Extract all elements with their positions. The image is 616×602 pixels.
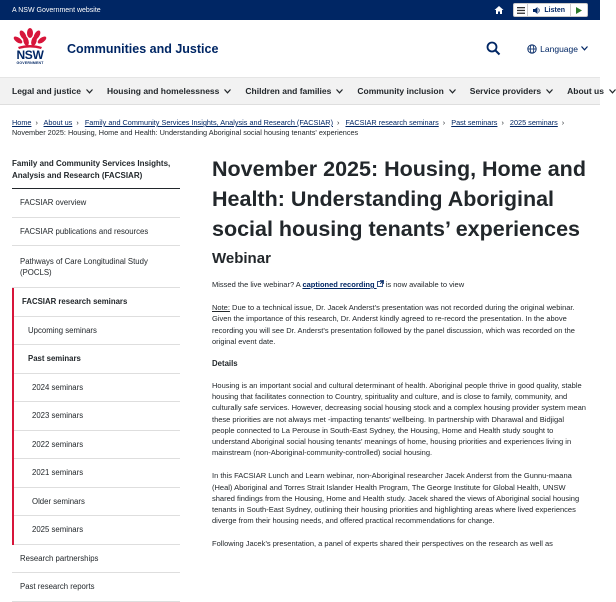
menu-icon[interactable] — [514, 4, 528, 16]
nav-label: Service providers — [469, 86, 542, 96]
recording-text-pre: Missed the live webinar? A — [212, 280, 303, 289]
technical-note — [212, 302, 588, 347]
breadcrumb-research-seminars[interactable]: FACSIAR research seminars — [345, 118, 439, 127]
site-title[interactable]: Communities and Justice — [67, 41, 219, 56]
sidenav-item-2022-seminars[interactable]: 2022 seminars — [14, 431, 180, 460]
chevron-down-icon — [336, 89, 343, 94]
language-label: Language — [540, 43, 578, 54]
chevron-right-icon: › — [35, 118, 38, 127]
breadcrumb — [0, 105, 600, 138]
chevron-down-icon — [224, 89, 231, 94]
sidenav-item-facsiar-overview[interactable]: FACSIAR overview — [12, 189, 180, 218]
masthead-text: A NSW Government website — [12, 6, 101, 14]
chevron-down-icon — [609, 89, 616, 94]
chevron-down-icon — [449, 89, 456, 94]
nav-label: About us — [567, 86, 604, 96]
note-text: Due to a technical issue, Dr. Jacek Anderst’s presentation was not recorded during the original webinar. Given the importance of this research, Dr. Anderst kindly agreed to re-record the presentation. In the above recording you will see Dr. Anderst’s presentation followed by the panel discussion, which was recorded on the original event date. — [212, 303, 575, 346]
search-icon[interactable] — [485, 41, 501, 57]
masthead — [0, 0, 600, 20]
breadcrumb-home[interactable]: Home — [12, 118, 32, 127]
captioned-recording-link[interactable] — [302, 280, 383, 289]
sidenav-item-past-research-reports[interactable]: Past research reports — [12, 573, 180, 602]
waratah-icon — [13, 28, 47, 50]
page-title: November 2025: Housing, Home and Health: Understanding Aboriginal social housing tenants’ experiences — [212, 157, 586, 241]
nav-service-providers[interactable] — [470, 86, 553, 96]
chevron-down-icon — [546, 89, 553, 94]
sidenav-item-2025-seminars[interactable]: 2025 seminars — [14, 516, 180, 545]
sidenav-item-2024-seminars[interactable]: 2024 seminars — [14, 374, 180, 403]
nav-about-us[interactable] — [567, 86, 616, 96]
nav-label: Housing and homelessness — [106, 86, 220, 96]
paragraph-2: In this FACSIAR Lunch and Learn webinar, non-Aboriginal researcher Jacek Anderst from the Gunnu-maana (Heal) Aboriginal and Torres Strait Islander Health Program, The George Institute for Global Health, UNSW shared findings from the Housing, Home and Health study. Jacek shared the views of Aboriginal social housing tenants in South-East Sydney, outlining their housing priorities and highlighting areas where lived experiences diverge from their housing needs, and offered practical recommendations for change. — [212, 471, 580, 526]
nav-label: Community inclusion — [357, 86, 444, 96]
home-icon[interactable] — [493, 4, 505, 16]
nav-children-and-families[interactable] — [245, 86, 343, 96]
link-label: captioned recording — [302, 280, 375, 289]
main-content — [212, 158, 588, 602]
details-heading: Details — [212, 359, 238, 369]
nav-housing-and-homelessness[interactable] — [107, 86, 231, 96]
content-area — [0, 158, 600, 602]
chevron-right-icon: › — [501, 118, 504, 127]
sidenav-item-publications[interactable]: FACSIAR publications and resources — [12, 218, 180, 247]
nsw-logo[interactable] — [12, 28, 48, 70]
readspeaker-widget — [513, 3, 588, 17]
chevron-down-icon — [581, 46, 588, 51]
main-navigation — [0, 78, 604, 105]
paragraph-3: Following Jacek’s presentation, a panel of experts shared their perspectives on the research as well as — [212, 539, 553, 549]
masthead-tools — [493, 3, 588, 17]
sidenav-item-past-seminars[interactable]: Past seminars — [14, 345, 180, 374]
sidenav-item-2021-seminars[interactable]: 2021 seminars — [14, 459, 180, 488]
sidenav-heading[interactable]: Family and Community Services Insights, Analysis and Research (FACSIAR) — [12, 158, 180, 189]
speaker-icon — [533, 7, 541, 14]
sidenav-item-2023-seminars[interactable]: 2023 seminars — [14, 402, 180, 431]
sidenav-item-upcoming-seminars[interactable]: Upcoming seminars — [14, 317, 180, 346]
paragraph-1: Housing is an important social and cultural determinant of health. Aboriginal people thrive in good quality, stable housing that facilitates connection to Country, spirituality and culture, and is close to family, community, and culturally safe services. However, decreasing social housing stock and a complex housing provider system mean these priorities are not always met -impacting tenants’ wellbeing. In partnership with Dharawal and Bidjigal people connected to La Perouse in South-East Sydney, the Housing, Home and Health study sought to understand Aboriginal social housing tenants’ meanings of home, housing priorities and experiences living in mainstream (non-Aboriginal-community-controlled) social housing. — [212, 381, 586, 458]
recording-text-post: is now available to view — [383, 280, 465, 289]
language-selector[interactable] — [527, 44, 588, 54]
logo-text: NSW — [16, 47, 44, 62]
nav-label: Legal and justice — [12, 86, 81, 96]
nav-label: Children and families — [245, 86, 332, 96]
logo-subtext: GOVERNMENT — [16, 60, 44, 65]
breadcrumb-facsiar[interactable]: Family and Community Services Insights, Analysis and Research (FACSIAR) — [84, 118, 333, 127]
sidenav-item-research-seminars[interactable]: FACSIAR research seminars — [14, 288, 180, 317]
sidenav-item-older-seminars[interactable]: Older seminars — [14, 488, 180, 517]
breadcrumb-2025-seminars[interactable]: 2025 seminars — [509, 118, 558, 127]
listen-button[interactable] — [528, 4, 571, 16]
site-header — [0, 20, 600, 78]
sidenav-group-research-seminars — [12, 288, 180, 545]
chevron-right-icon: › — [561, 118, 565, 127]
chevron-right-icon: › — [76, 118, 79, 127]
external-link-icon — [377, 280, 384, 287]
sidenav-item-pocls[interactable]: Pathways of Care Longitudinal Study (POCLS) — [12, 246, 180, 288]
globe-icon — [527, 44, 537, 54]
sidenav-item-research-partnerships[interactable]: Research partnerships — [12, 545, 180, 574]
listen-label: Listen — [544, 6, 565, 14]
chevron-right-icon: › — [337, 118, 340, 127]
header-tools — [485, 41, 588, 57]
page-subtitle: Webinar — [212, 250, 271, 267]
side-navigation — [12, 158, 180, 602]
play-icon[interactable] — [571, 4, 587, 16]
nav-legal-and-justice[interactable] — [12, 86, 93, 96]
note-label: Note: — [212, 303, 230, 313]
chevron-right-icon: › — [442, 118, 446, 127]
chevron-down-icon — [86, 89, 93, 94]
breadcrumb-about-us[interactable]: About us — [43, 118, 73, 127]
breadcrumb-current: November 2025: Housing, Home and Health: Understanding Aboriginal social housing tenants' experiences — [12, 128, 359, 137]
nav-community-inclusion[interactable] — [357, 86, 455, 96]
breadcrumb-past-seminars[interactable]: Past seminars — [451, 118, 498, 127]
recording-notice — [212, 279, 588, 290]
